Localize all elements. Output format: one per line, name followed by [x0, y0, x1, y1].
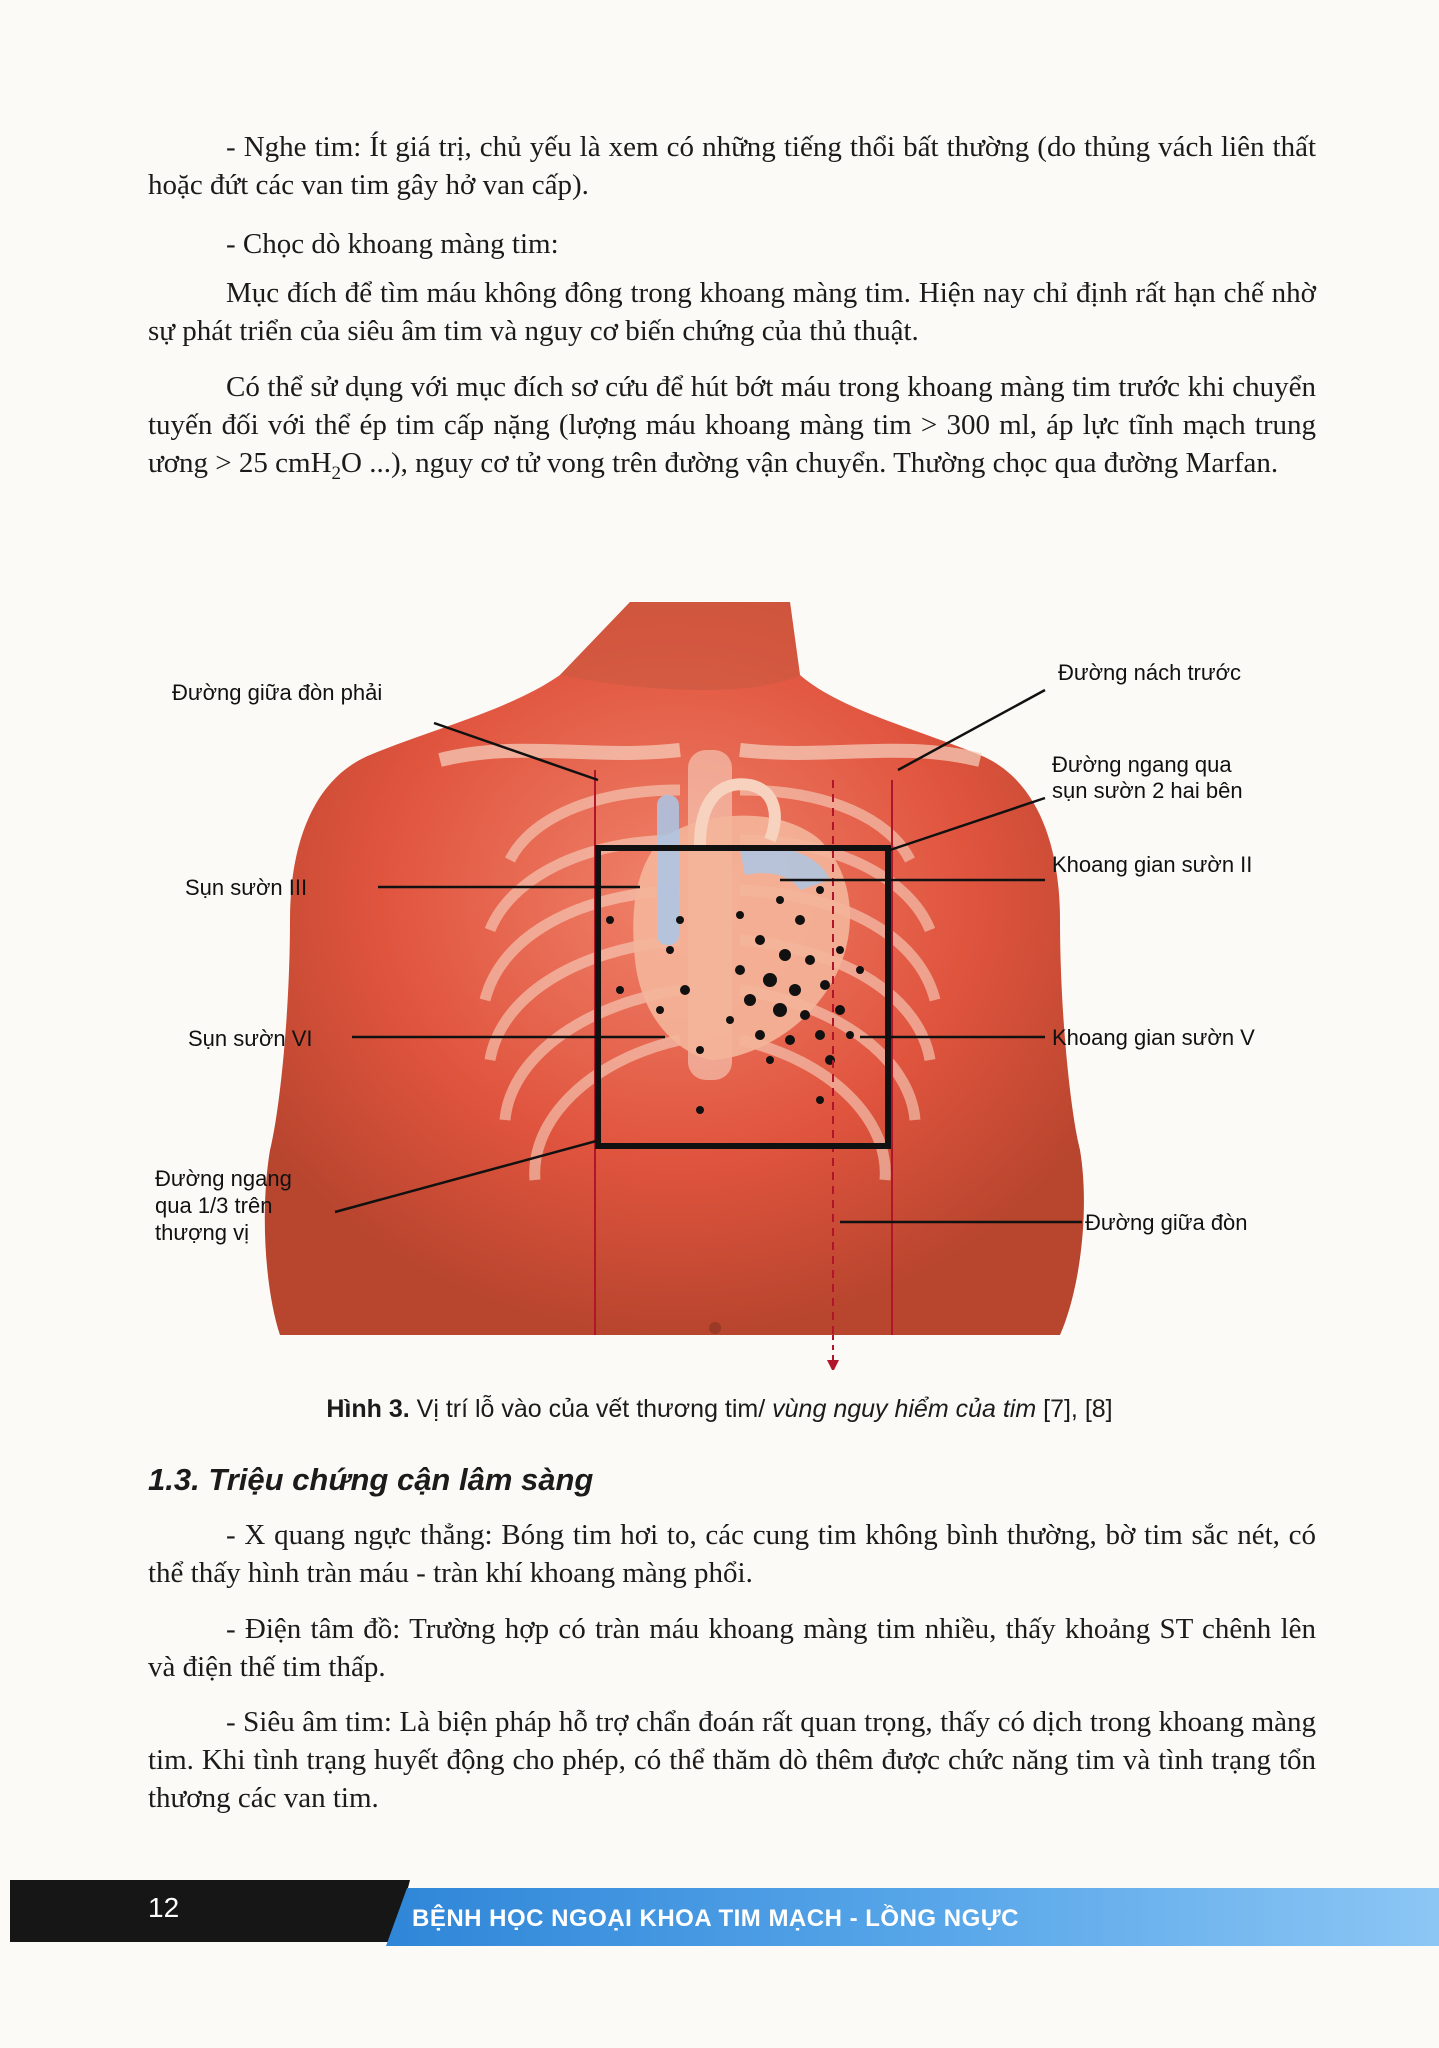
- subscript-2: 2: [331, 462, 342, 484]
- section-heading: 1.3. Triệu chứng cận lâm sàng: [148, 1462, 594, 1497]
- figure-caption: [0, 1395, 1439, 1424]
- footer-book-title: BỆNH HỌC NGOẠI KHOA TIM MẠCH - LỒNG NGỰC: [412, 1905, 1019, 1932]
- caption-text-italic: vùng nguy hiểm của tim: [772, 1395, 1037, 1423]
- paragraph-auscultation: - Nghe tim: Ít giá trị, chủ yếu là xem có những tiếng thổi bất thường (do thủng vách liên thất hoặc đứt các van tim gây hở van cấp).: [148, 131, 1316, 201]
- page-number: 12: [148, 1892, 180, 1923]
- paragraph-first-aid-part2: O ...), nguy cơ tử vong trên đường vận chuyển. Thường chọc qua đường Marfan.: [341, 447, 1279, 479]
- label-epigastric-line2: qua 1/3 trên: [155, 1193, 273, 1218]
- label-anterior-axillary: Đường nách trước: [1058, 660, 1242, 685]
- label-right-midclavicular: Đường giữa đòn phải: [172, 680, 383, 705]
- paragraph-pericardiocentesis-title: - Chọc dò khoang màng tim:: [226, 228, 559, 260]
- paragraph-first-aid-part1: Có thể sử dụng với mục đích sơ cứu để hút bớt máu trong khoang màng tim trước khi chuyển tuyến đối với thể ép tim cấp nặng (lượng máu khoang màng tim > 300 ml, áp lực tĩnh mạch trung ương > 25 cmH: [148, 371, 1316, 479]
- neck-shade: [560, 602, 800, 690]
- label-midclavicular: Đường giữa đòn: [1085, 1210, 1248, 1235]
- label-epigastric-line1: Đường ngang: [155, 1166, 292, 1191]
- label-cartilage-6: Sụn sườn VI: [188, 1026, 313, 1051]
- paragraph-echocardiography: - Siêu âm tim: Là biện pháp hỗ trợ chẩn đoán rất quan trọng, thấy có dịch trong khoang màng tim. Khi tình trạng huyết động cho phép, có thể thăm dò thêm được chức năng tim và tình trạng tổn thương các van tim.: [148, 1706, 1316, 1814]
- caption-text: Vị trí lỗ vào của vết thương tim/: [409, 1395, 773, 1423]
- paragraph-pericardiocentesis-purpose: Mục đích để tìm máu không đông trong khoang màng tim. Hiện nay chỉ định rất hạn chế nhờ sự phát triển của siêu âm tim và nguy cơ biến chứng của thủ thuật.: [148, 277, 1316, 347]
- paragraph-xray: - X quang ngực thẳng: Bóng tim hơi to, các cung tim không bình thường, bờ tim sắc nét, có thể thấy hình tràn máu - tràn khí khoang màng phổi.: [148, 1519, 1316, 1589]
- label-intercostal-2: Khoang gian sườn II: [1052, 852, 1253, 877]
- vena-cava: [657, 795, 679, 945]
- label-cartilage-3: Sụn sườn III: [185, 875, 308, 900]
- label-epigastric-line3: thượng vị: [155, 1220, 249, 1245]
- down-arrow: [827, 1360, 839, 1370]
- footer-page-block: [10, 1880, 410, 1942]
- label-intercostal-5: Khoang gian sườn V: [1052, 1025, 1255, 1050]
- paragraph-first-aid: [148, 368, 1316, 493]
- chest-diagram: [140, 590, 1300, 1370]
- caption-refs: [7], [8]: [1036, 1395, 1113, 1423]
- torso-illustration: [265, 602, 1084, 1335]
- navel: [709, 1322, 721, 1334]
- label-horizontal-2nd-line1: Đường ngang qua: [1052, 752, 1232, 777]
- paragraph-ecg: - Điện tâm đồ: Trường hợp có tràn máu khoang màng tim nhiều, thấy khoảng ST chênh lên và điện thế tim thấp.: [148, 1613, 1316, 1683]
- label-horizontal-2nd-line2: sụn sườn 2 hai bên: [1052, 778, 1243, 803]
- caption-label: Hình 3.: [326, 1395, 410, 1423]
